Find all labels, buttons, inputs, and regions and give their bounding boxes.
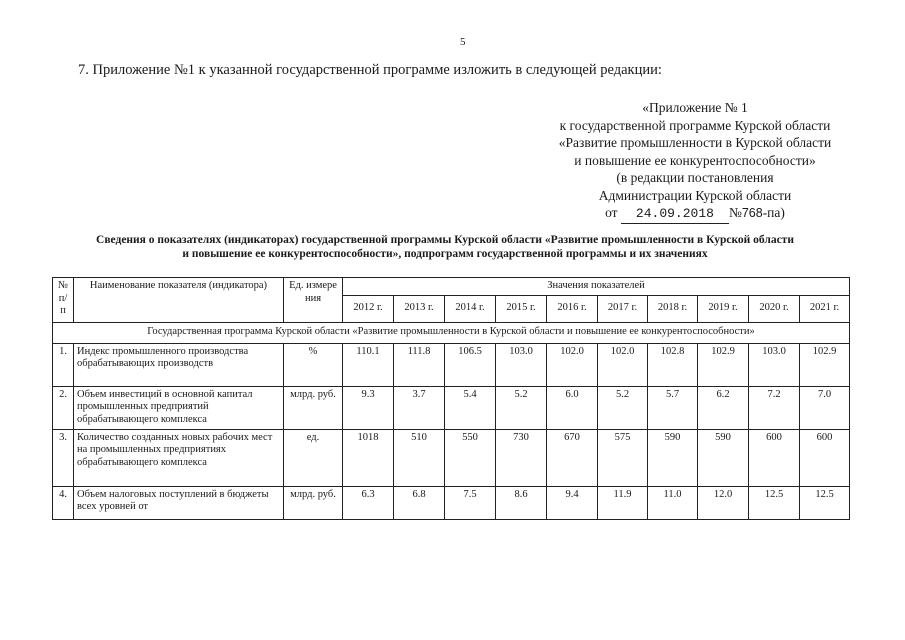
table-title-line: и повышение ее конкурентоспособности», подпрограмм государственной программы и их значениях	[182, 248, 708, 260]
number-suffix: -па)	[762, 205, 785, 220]
row-name: Объем инвестиций в основной капитал промышленных предприятий обрабатывающего комплекса	[74, 386, 284, 429]
number-prefix: №	[728, 205, 742, 220]
attachment-line: «Развитие промышленности в Курской области	[558, 135, 832, 150]
row-value: 7.2	[749, 386, 800, 429]
row-value: 106.5	[445, 343, 496, 386]
row-value: 11.9	[598, 486, 648, 519]
header-year: 2020 г.	[749, 295, 800, 322]
attachment-line: Администрации Курской области	[598, 187, 792, 203]
table-row	[53, 486, 850, 519]
row-value: 550	[445, 429, 496, 486]
row-value: 9.3	[343, 386, 394, 429]
row-value: 7.0	[800, 386, 850, 429]
row-value: 111.8	[394, 343, 445, 386]
row-unit: ед.	[284, 429, 343, 486]
row-number: 1.	[53, 343, 74, 386]
row-unit: млрд. руб.	[284, 486, 343, 519]
row-value: 575	[598, 429, 648, 486]
header-year: 2016 г.	[547, 295, 598, 322]
row-value: 7.5	[445, 486, 496, 519]
row-value: 12.5	[749, 486, 800, 519]
row-value: 11.0	[648, 486, 698, 519]
table-row	[53, 429, 850, 486]
header-year: 2018 г.	[648, 295, 698, 322]
row-value: 103.0	[496, 343, 547, 386]
row-name: Количество созданных новых рабочих мест на промышленных предприятиях обрабатывающего комплекса	[74, 429, 284, 486]
row-value: 102.9	[698, 343, 749, 386]
row-value: 5.4	[445, 386, 496, 429]
row-value: 600	[749, 429, 800, 486]
row-value: 590	[698, 429, 749, 486]
table-header-row	[53, 278, 850, 296]
header-values-group: Значения показателей	[343, 278, 850, 296]
header-year: 2021 г.	[800, 295, 850, 322]
date-prefix: от	[605, 205, 618, 220]
attachment-line: к государственной программе Курской области	[559, 117, 831, 133]
header-year: 2019 г.	[698, 295, 749, 322]
attachment-header	[520, 99, 870, 224]
row-unit: %	[284, 343, 343, 386]
row-value: 600	[800, 429, 850, 486]
row-value: 8.6	[496, 486, 547, 519]
header-name: Наименование показателя (индикатора)	[74, 278, 284, 323]
row-value: 102.0	[547, 343, 598, 386]
table-title	[50, 233, 840, 261]
section-row	[53, 322, 850, 343]
row-value: 6.3	[343, 486, 394, 519]
row-value: 102.8	[648, 343, 698, 386]
row-value: 6.8	[394, 486, 445, 519]
row-unit: млрд. руб.	[284, 386, 343, 429]
table-row	[53, 343, 850, 386]
intro-text: 7. Приложение №1 к указанной государственной программе изложить в следующей редакции:	[78, 62, 662, 78]
attachment-line: (в редакции постановления	[616, 170, 774, 185]
row-value: 730	[496, 429, 547, 486]
row-value: 5.7	[648, 386, 698, 429]
row-value: 102.9	[800, 343, 850, 386]
decree-date: 24.09.2018	[621, 205, 729, 224]
attachment-date-line	[520, 204, 870, 224]
header-year: 2013 г.	[394, 295, 445, 322]
indicators-table	[52, 277, 850, 520]
row-value: 110.1	[343, 343, 394, 386]
header-year: 2015 г.	[496, 295, 547, 322]
attachment-line: и повышение ее конкурентоспособности»	[574, 152, 816, 168]
row-value: 510	[394, 429, 445, 486]
row-value: 6.0	[547, 386, 598, 429]
row-value: 9.4	[547, 486, 598, 519]
row-value: 3.7	[394, 386, 445, 429]
row-name: Объем налоговых поступлений в бюджеты всех уровней от	[74, 486, 284, 519]
row-value: 5.2	[496, 386, 547, 429]
row-number: 3.	[53, 429, 74, 486]
attachment-line: «Приложение № 1	[642, 100, 748, 115]
row-number: 2.	[53, 386, 74, 429]
header-year: 2014 г.	[445, 295, 496, 322]
page-number: 5	[460, 36, 466, 48]
section-title: Государственная программа Курской области «Развитие промышленности в Курской области и повышение ее конкурентоспособности»	[53, 322, 850, 343]
table-title-line: Сведения о показателях (индикаторах) государственной программы Курской области «Развитие промышленности в Курской области	[96, 234, 794, 246]
header-year: 2017 г.	[598, 295, 648, 322]
row-value: 102.0	[598, 343, 648, 386]
row-number: 4.	[53, 486, 74, 519]
header-number: № п/п	[53, 278, 74, 323]
row-value: 12.5	[800, 486, 850, 519]
row-value: 5.2	[598, 386, 648, 429]
row-value: 6.2	[698, 386, 749, 429]
row-name: Индекс промышленного производства обрабатывающих производств	[74, 343, 284, 386]
decree-number: 768	[741, 206, 763, 220]
row-value: 590	[648, 429, 698, 486]
row-value: 1018	[343, 429, 394, 486]
header-unit: Ед. измере ния	[284, 278, 343, 323]
row-value: 670	[547, 429, 598, 486]
header-year: 2012 г.	[343, 295, 394, 322]
table-row	[53, 386, 850, 429]
row-value: 12.0	[698, 486, 749, 519]
row-value: 103.0	[749, 343, 800, 386]
